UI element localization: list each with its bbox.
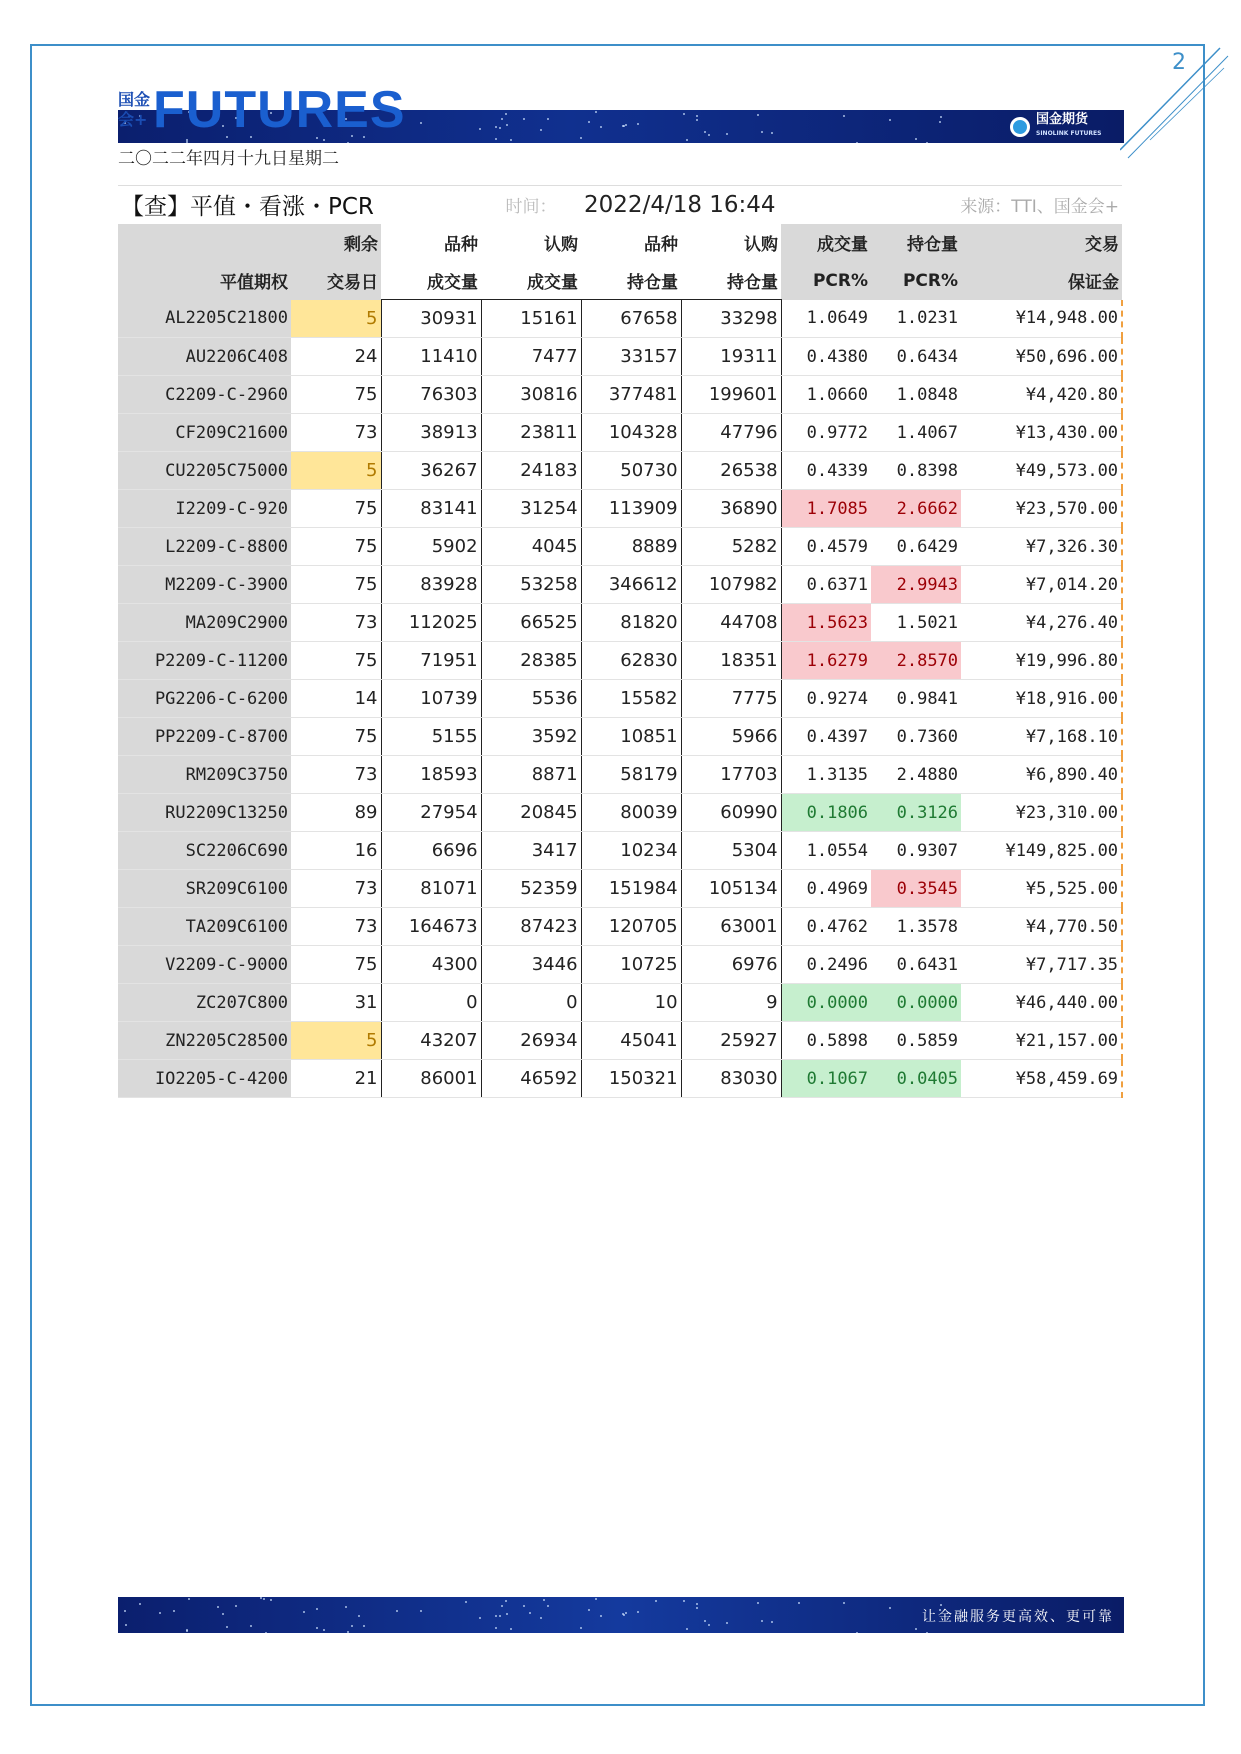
volume-pcr: 0.1806 xyxy=(781,794,871,832)
open-interest: 10725 xyxy=(581,946,681,984)
volume-pcr: 1.5623 xyxy=(781,604,871,642)
header-top-7: 持仓量 xyxy=(871,224,961,262)
option-name: C2209-C-2960 xyxy=(118,376,291,414)
open-interest: 10 xyxy=(581,984,681,1022)
days-remaining: 73 xyxy=(291,908,381,946)
table-row xyxy=(118,680,1122,718)
report-date: 二〇二二年四月十九日星期二 xyxy=(118,149,339,169)
header-top-4: 品种 xyxy=(581,224,681,262)
option-name: V2209-C-9000 xyxy=(118,946,291,984)
call-volume: 15161 xyxy=(481,300,581,338)
volume: 0 xyxy=(381,984,481,1022)
open-interest: 58179 xyxy=(581,756,681,794)
logo-futures: FUTURES xyxy=(153,81,406,139)
volume-pcr: 1.0660 xyxy=(781,376,871,414)
margin: ¥23,570.00 xyxy=(961,490,1122,528)
volume: 83928 xyxy=(381,566,481,604)
oi-pcr: 0.0000 xyxy=(871,984,961,1022)
days-remaining: 14 xyxy=(291,680,381,718)
volume-pcr: 0.1067 xyxy=(781,1060,871,1098)
call-volume: 7477 xyxy=(481,338,581,376)
option-name: IO2205-C-4200 xyxy=(118,1060,291,1098)
call-volume: 20845 xyxy=(481,794,581,832)
margin: ¥7,717.35 xyxy=(961,946,1122,984)
margin: ¥19,996.80 xyxy=(961,642,1122,680)
table-row xyxy=(118,452,1122,490)
header-bottom-6: PCR% xyxy=(781,262,871,300)
option-name: ZC207C800 xyxy=(118,984,291,1022)
margin: ¥7,014.20 xyxy=(961,566,1122,604)
volume-pcr: 0.4397 xyxy=(781,718,871,756)
oi-pcr: 0.3545 xyxy=(871,870,961,908)
table-row xyxy=(118,414,1122,452)
open-interest: 81820 xyxy=(581,604,681,642)
option-name: MA209C2900 xyxy=(118,604,291,642)
volume-pcr: 0.4380 xyxy=(781,338,871,376)
call-volume: 3446 xyxy=(481,946,581,984)
volume: 5155 xyxy=(381,718,481,756)
days-remaining: 16 xyxy=(291,832,381,870)
call-open-interest: 33298 xyxy=(681,300,781,338)
call-volume: 5536 xyxy=(481,680,581,718)
call-open-interest: 83030 xyxy=(681,1060,781,1098)
call-open-interest: 25927 xyxy=(681,1022,781,1060)
call-open-interest: 6976 xyxy=(681,946,781,984)
volume: 11410 xyxy=(381,338,481,376)
call-volume: 66525 xyxy=(481,604,581,642)
option-name: CU2205C75000 xyxy=(118,452,291,490)
call-volume: 53258 xyxy=(481,566,581,604)
table-title-row xyxy=(118,186,1122,224)
call-open-interest: 7775 xyxy=(681,680,781,718)
call-volume: 3592 xyxy=(481,718,581,756)
table-row xyxy=(118,300,1122,338)
call-open-interest: 17703 xyxy=(681,756,781,794)
header-top-3: 认购 xyxy=(481,224,581,262)
oi-pcr: 1.0848 xyxy=(871,376,961,414)
call-open-interest: 5304 xyxy=(681,832,781,870)
call-volume: 8871 xyxy=(481,756,581,794)
open-interest: 67658 xyxy=(581,300,681,338)
header-top-1: 剩余 xyxy=(291,224,381,262)
option-name: TA209C6100 xyxy=(118,908,291,946)
volume: 76303 xyxy=(381,376,481,414)
days-remaining: 75 xyxy=(291,490,381,528)
header-bottom-4: 持仓量 xyxy=(581,262,681,300)
brand-logo xyxy=(1010,113,1101,141)
call-open-interest: 5282 xyxy=(681,528,781,566)
oi-pcr: 1.3578 xyxy=(871,908,961,946)
volume: 81071 xyxy=(381,870,481,908)
header-top-2: 品种 xyxy=(381,224,481,262)
call-open-interest: 9 xyxy=(681,984,781,1022)
open-interest: 62830 xyxy=(581,642,681,680)
days-remaining: 73 xyxy=(291,604,381,642)
margin: ¥4,420.80 xyxy=(961,376,1122,414)
days-remaining: 5 xyxy=(291,452,381,490)
days-remaining: 73 xyxy=(291,756,381,794)
logo-cn: 国金会+ xyxy=(118,90,151,129)
days-remaining: 75 xyxy=(291,528,381,566)
call-open-interest: 105134 xyxy=(681,870,781,908)
call-volume: 23811 xyxy=(481,414,581,452)
days-remaining: 89 xyxy=(291,794,381,832)
option-name: I2209-C-920 xyxy=(118,490,291,528)
header-bottom-5: 持仓量 xyxy=(681,262,781,300)
volume: 86001 xyxy=(381,1060,481,1098)
open-interest: 10234 xyxy=(581,832,681,870)
oi-pcr: 2.9943 xyxy=(871,566,961,604)
volume: 164673 xyxy=(381,908,481,946)
margin: ¥14,948.00 xyxy=(961,300,1122,338)
option-name: AL2205C21800 xyxy=(118,300,291,338)
table-row xyxy=(118,832,1122,870)
volume: 18593 xyxy=(381,756,481,794)
table-row xyxy=(118,756,1122,794)
days-remaining: 73 xyxy=(291,414,381,452)
volume-pcr: 0.4579 xyxy=(781,528,871,566)
oi-pcr: 0.8398 xyxy=(871,452,961,490)
open-interest: 377481 xyxy=(581,376,681,414)
header-bottom-8: 保证金 xyxy=(961,262,1122,300)
volume-pcr: 0.4339 xyxy=(781,452,871,490)
open-interest: 45041 xyxy=(581,1022,681,1060)
table-row xyxy=(118,642,1122,680)
volume-pcr: 0.2496 xyxy=(781,946,871,984)
option-name: SR209C6100 xyxy=(118,870,291,908)
margin: ¥149,825.00 xyxy=(961,832,1122,870)
call-open-interest: 199601 xyxy=(681,376,781,414)
oi-pcr: 0.9307 xyxy=(871,832,961,870)
option-name: AU2206C408 xyxy=(118,338,291,376)
time-value: 2022/4/18 16:44 xyxy=(581,186,871,224)
table-row xyxy=(118,718,1122,756)
days-remaining: 31 xyxy=(291,984,381,1022)
option-name: SC2206C690 xyxy=(118,832,291,870)
volume: 27954 xyxy=(381,794,481,832)
days-remaining: 75 xyxy=(291,642,381,680)
days-remaining: 24 xyxy=(291,338,381,376)
margin: ¥13,430.00 xyxy=(961,414,1122,452)
table-row xyxy=(118,984,1122,1022)
brand-name xyxy=(1036,113,1101,141)
open-interest: 50730 xyxy=(581,452,681,490)
call-volume: 87423 xyxy=(481,908,581,946)
option-name: ZN2205C28500 xyxy=(118,1022,291,1060)
volume: 83141 xyxy=(381,490,481,528)
volume: 10739 xyxy=(381,680,481,718)
open-interest: 8889 xyxy=(581,528,681,566)
oi-pcr: 0.6434 xyxy=(871,338,961,376)
brand-en: SINOLINK FUTURES xyxy=(1036,130,1102,137)
days-remaining: 75 xyxy=(291,946,381,984)
oi-pcr: 0.3126 xyxy=(871,794,961,832)
table-row xyxy=(118,946,1122,984)
call-open-interest: 19311 xyxy=(681,338,781,376)
volume-pcr: 1.0554 xyxy=(781,832,871,870)
volume-pcr: 1.6279 xyxy=(781,642,871,680)
call-open-interest: 60990 xyxy=(681,794,781,832)
open-interest: 120705 xyxy=(581,908,681,946)
table-row xyxy=(118,794,1122,832)
option-name: RM209C3750 xyxy=(118,756,291,794)
source-label: 来源：TTI、国金会+ xyxy=(871,186,1122,224)
oi-pcr: 2.6662 xyxy=(871,490,961,528)
days-remaining: 21 xyxy=(291,1060,381,1098)
oi-pcr: 1.0231 xyxy=(871,300,961,338)
call-volume: 52359 xyxy=(481,870,581,908)
footer-slogan: 让金融服务更高效、更可靠 xyxy=(922,1609,1114,1625)
call-volume: 31254 xyxy=(481,490,581,528)
volume: 30931 xyxy=(381,300,481,338)
pcr-table xyxy=(118,185,1122,1098)
header-top-0 xyxy=(118,224,291,262)
oi-pcr: 0.7360 xyxy=(871,718,961,756)
call-open-interest: 26538 xyxy=(681,452,781,490)
volume-pcr: 1.3135 xyxy=(781,756,871,794)
margin: ¥50,696.00 xyxy=(961,338,1122,376)
margin: ¥6,890.40 xyxy=(961,756,1122,794)
open-interest: 15582 xyxy=(581,680,681,718)
brand-circle-icon xyxy=(1010,117,1030,137)
call-volume: 28385 xyxy=(481,642,581,680)
option-name: M2209-C-3900 xyxy=(118,566,291,604)
oi-pcr: 2.4880 xyxy=(871,756,961,794)
time-label: 时间： xyxy=(481,186,581,224)
days-remaining: 75 xyxy=(291,566,381,604)
table-row xyxy=(118,490,1122,528)
table-title: 【查】平值・看涨・PCR xyxy=(118,186,481,224)
header-bottom-3: 成交量 xyxy=(481,262,581,300)
volume: 71951 xyxy=(381,642,481,680)
oi-pcr: 0.6429 xyxy=(871,528,961,566)
call-open-interest: 44708 xyxy=(681,604,781,642)
open-interest: 346612 xyxy=(581,566,681,604)
volume-pcr: 0.0000 xyxy=(781,984,871,1022)
margin: ¥4,770.50 xyxy=(961,908,1122,946)
header-top-6: 成交量 xyxy=(781,224,871,262)
days-remaining: 75 xyxy=(291,718,381,756)
call-volume: 46592 xyxy=(481,1060,581,1098)
option-name: CF209C21600 xyxy=(118,414,291,452)
oi-pcr: 0.9841 xyxy=(871,680,961,718)
days-remaining: 5 xyxy=(291,1022,381,1060)
option-name: PG2206-C-6200 xyxy=(118,680,291,718)
volume: 38913 xyxy=(381,414,481,452)
volume: 43207 xyxy=(381,1022,481,1060)
call-open-interest: 47796 xyxy=(681,414,781,452)
header-bottom-1: 交易日 xyxy=(291,262,381,300)
margin: ¥58,459.69 xyxy=(961,1060,1122,1098)
table-row xyxy=(118,870,1122,908)
days-remaining: 5 xyxy=(291,300,381,338)
volume-pcr: 1.0649 xyxy=(781,300,871,338)
call-open-interest: 63001 xyxy=(681,908,781,946)
open-interest: 150321 xyxy=(581,1060,681,1098)
open-interest: 80039 xyxy=(581,794,681,832)
open-interest: 104328 xyxy=(581,414,681,452)
margin: ¥21,157.00 xyxy=(961,1022,1122,1060)
header-row-top xyxy=(118,224,1122,262)
volume: 36267 xyxy=(381,452,481,490)
table-row xyxy=(118,1022,1122,1060)
header-bottom-2: 成交量 xyxy=(381,262,481,300)
open-interest: 151984 xyxy=(581,870,681,908)
volume-pcr: 0.5898 xyxy=(781,1022,871,1060)
margin: ¥23,310.00 xyxy=(961,794,1122,832)
call-volume: 4045 xyxy=(481,528,581,566)
header-bottom-0: 平值期权 xyxy=(118,262,291,300)
days-remaining: 75 xyxy=(291,376,381,414)
table-row xyxy=(118,528,1122,566)
option-name: P2209-C-11200 xyxy=(118,642,291,680)
call-volume: 30816 xyxy=(481,376,581,414)
oi-pcr: 0.5859 xyxy=(871,1022,961,1060)
call-open-interest: 18351 xyxy=(681,642,781,680)
margin: ¥49,573.00 xyxy=(961,452,1122,490)
volume: 6696 xyxy=(381,832,481,870)
volume-pcr: 0.9274 xyxy=(781,680,871,718)
table-row xyxy=(118,604,1122,642)
margin: ¥7,326.30 xyxy=(961,528,1122,566)
option-name: PP2209-C-8700 xyxy=(118,718,291,756)
table-row xyxy=(118,1060,1122,1098)
call-volume: 26934 xyxy=(481,1022,581,1060)
days-remaining: 73 xyxy=(291,870,381,908)
volume: 5902 xyxy=(381,528,481,566)
call-volume: 24183 xyxy=(481,452,581,490)
margin: ¥7,168.10 xyxy=(961,718,1122,756)
page-number: 2 xyxy=(1172,50,1186,75)
table-row xyxy=(118,566,1122,604)
volume-pcr: 0.4969 xyxy=(781,870,871,908)
margin: ¥46,440.00 xyxy=(961,984,1122,1022)
call-open-interest: 5966 xyxy=(681,718,781,756)
header-bottom-7: PCR% xyxy=(871,262,961,300)
open-interest: 113909 xyxy=(581,490,681,528)
oi-pcr: 2.8570 xyxy=(871,642,961,680)
margin: ¥4,276.40 xyxy=(961,604,1122,642)
call-open-interest: 36890 xyxy=(681,490,781,528)
call-volume: 3417 xyxy=(481,832,581,870)
volume-pcr: 1.7085 xyxy=(781,490,871,528)
margin: ¥5,525.00 xyxy=(961,870,1122,908)
oi-pcr: 0.6431 xyxy=(871,946,961,984)
table-row xyxy=(118,338,1122,376)
brand-cn: 国金期货 xyxy=(1036,112,1089,127)
oi-pcr: 1.5021 xyxy=(871,604,961,642)
open-interest: 33157 xyxy=(581,338,681,376)
volume: 4300 xyxy=(381,946,481,984)
margin: ¥18,916.00 xyxy=(961,680,1122,718)
call-open-interest: 107982 xyxy=(681,566,781,604)
call-volume: 0 xyxy=(481,984,581,1022)
option-name: RU2209C13250 xyxy=(118,794,291,832)
oi-pcr: 1.4067 xyxy=(871,414,961,452)
header-row-bottom xyxy=(118,262,1122,300)
volume-pcr: 0.4762 xyxy=(781,908,871,946)
table-row xyxy=(118,376,1122,414)
open-interest: 10851 xyxy=(581,718,681,756)
oi-pcr: 0.0405 xyxy=(871,1060,961,1098)
table-row xyxy=(118,908,1122,946)
header-top-5: 认购 xyxy=(681,224,781,262)
volume-pcr: 0.9772 xyxy=(781,414,871,452)
volume: 112025 xyxy=(381,604,481,642)
option-name: L2209-C-8800 xyxy=(118,528,291,566)
header-top-8: 交易 xyxy=(961,224,1122,262)
corner-decoration xyxy=(1120,40,1230,160)
footer-band xyxy=(118,1597,1124,1633)
volume-pcr: 0.6371 xyxy=(781,566,871,604)
